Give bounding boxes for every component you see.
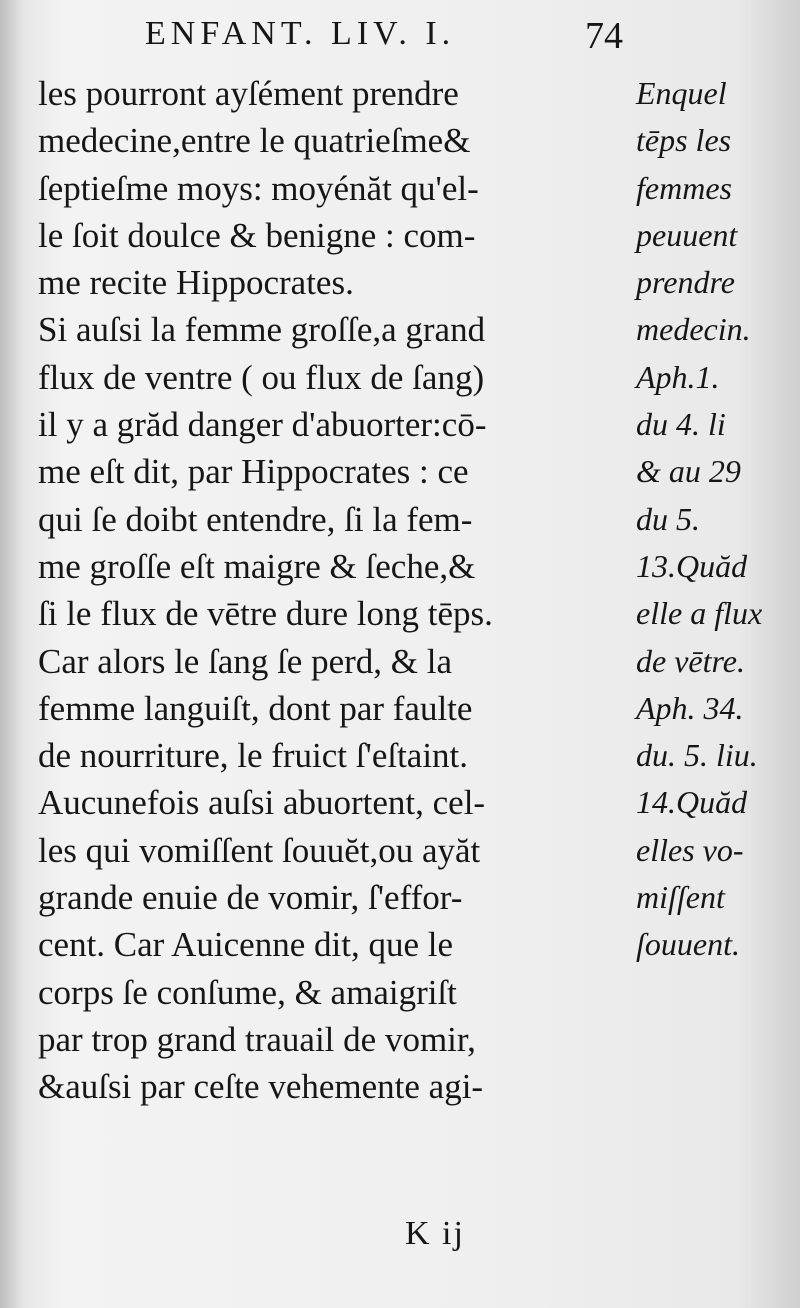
body-line: grande enuie de vomir, ſ'effor-	[38, 878, 463, 918]
margin-note: Enquel	[636, 75, 727, 111]
margin-note: miſſent	[636, 879, 725, 916]
body-line: les qui vomiſſent ſouuĕt,ou ayăt	[38, 830, 481, 870]
body-line: femme languiſt, dont par faulte	[38, 688, 473, 728]
margin-note: 13.Quăd	[636, 547, 748, 584]
margin-notes	[636, 70, 798, 969]
body-line: Aucunefois auſsi abuortent, cel-	[38, 783, 486, 823]
margin-note: elles vo-	[636, 831, 744, 868]
margin-note: prendre	[636, 264, 735, 301]
body-line: le ſoit doulce & benigne : com-	[38, 215, 476, 255]
body-line: les pourront ayſément prendre	[38, 74, 459, 113]
body-line: me groſſe eſt maigre & ſeche,&	[38, 546, 476, 586]
page-header	[0, 8, 800, 64]
body-line: par trop grand trauail de vomir,	[38, 1019, 476, 1059]
margin-note: ſouuent.	[636, 926, 740, 963]
body-line: ſi le flux de vētre dure long tēps.	[38, 594, 493, 634]
signature-mark: K ij	[405, 1215, 465, 1252]
body-text	[38, 70, 638, 1111]
body-line: flux de ventre ( ou flux de ſang)	[38, 357, 485, 397]
margin-note: medecin.	[636, 311, 751, 348]
margin-note: & au 29	[636, 453, 741, 490]
running-title: ENFANT. LIV. I.	[145, 15, 456, 52]
margin-note: Aph.1.	[636, 358, 720, 395]
body-line: me eſt dit, par Hippocrates : ce	[38, 452, 469, 492]
page-number: 74	[585, 15, 623, 57]
body-line: de nourriture, le fruict ſ'eſtaint.	[38, 736, 469, 776]
margin-note: du 4. li	[636, 406, 726, 443]
margin-note: 14.Quăd	[636, 784, 748, 821]
margin-note: Aph. 34.	[636, 689, 744, 726]
body-line: &auſsi par ceſte vehemente agi-	[38, 1067, 484, 1107]
margin-note: tēps les	[636, 122, 732, 159]
margin-note: elle a flux	[636, 595, 763, 632]
body-line: cent. Car Auicenne dit, que le	[38, 925, 453, 965]
margin-note: de vētre.	[636, 642, 745, 679]
body-line: Si auſsi la femme groſſe,a grand	[38, 310, 486, 350]
body-line: me recite Hippocrates.	[38, 263, 354, 303]
body-line: Car alors le ſang ſe perd, & la	[38, 641, 453, 681]
body-line: corps ſe conſume, & amaigriſt	[38, 972, 457, 1012]
margin-note: peuuent	[636, 216, 738, 253]
body-line: ſeptieſme moys: moyénăt qu'el-	[38, 168, 479, 208]
margin-note: femmes	[636, 169, 732, 206]
body-line: il y a grăd danger d'abuorter:cō-	[38, 405, 487, 445]
body-line: medecine,entre le quatrieſme&	[38, 121, 471, 161]
margin-note: du. 5. liu.	[636, 737, 758, 774]
margin-note: du 5.	[636, 500, 700, 537]
body-line: qui ſe doibt entendre, ſi la fem-	[38, 499, 473, 539]
